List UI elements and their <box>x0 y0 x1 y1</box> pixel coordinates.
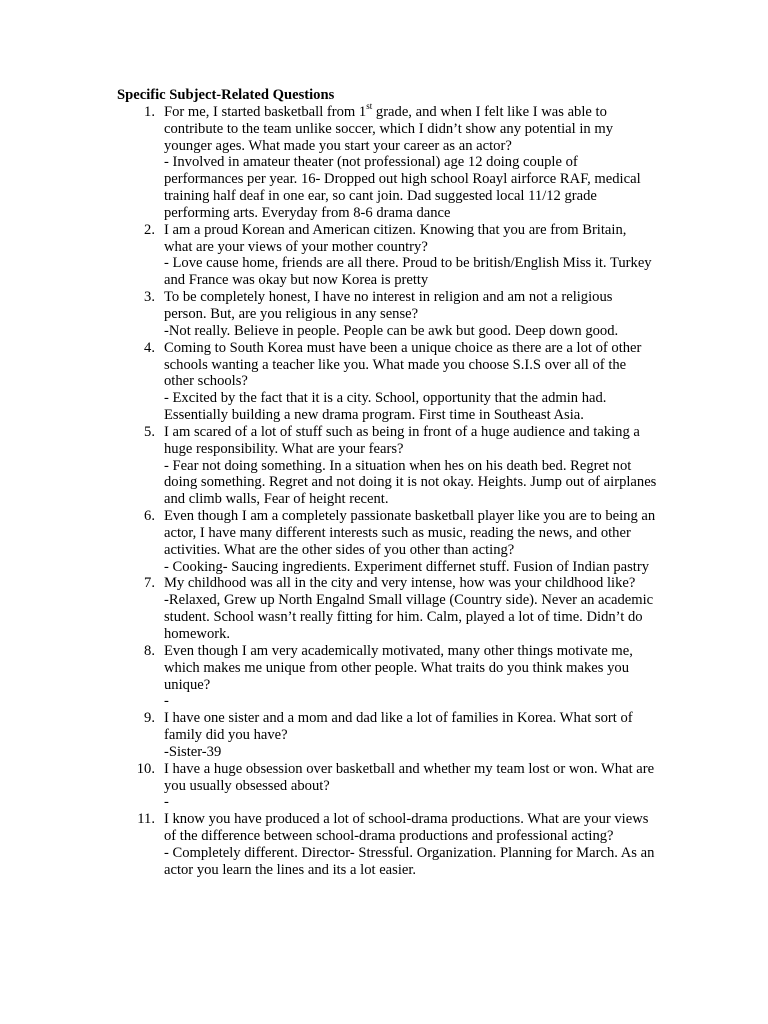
question-item-11 <box>117 811 657 878</box>
question-text: I am scared of a lot of stuff such as being in front of a huge audience and taking a huge responsibility. What are your fears? <box>164 423 640 457</box>
answer-text: - <box>164 693 169 710</box>
question-number: 9. <box>144 710 155 727</box>
answer-text: - Involved in amateur theater (not professional) age 12 doing couple of performances per year. 16- Dropped out high school Roayl airforce RAF, medical training half deaf in one ear, so cant join. Dad suggested local 11/12 grade performing arts. Everyday from 8-6 drama dance <box>164 154 641 221</box>
question-text-end: grade, and when I felt like I was able to contribute to the team unlike soccer, which I didn’t show any potential in my younger ages. What made you start your career as an actor? <box>164 103 614 154</box>
question-text <box>164 100 657 155</box>
question-number: 10. <box>136 760 155 777</box>
question-item-5 <box>117 424 657 508</box>
answer-text: -Relaxed, Grew up North Engalnd Small village (Country side). Never an academic student. School wasn’t really fitting for him. Calm, played a lot of time. Didn’t do homework. <box>164 592 654 642</box>
question-item-1 <box>117 100 657 222</box>
question-text: Even though I am very academically motivated, many other things motivate me, which makes me unique from other people. What traits do you think makes you unique? <box>164 642 633 693</box>
question-text-start: For me, I started basketball from 1 <box>164 103 367 120</box>
question-text: Coming to South Korea must have been a unique choice as there are a lot of other schools wanting a teacher like you. What made you choose S.I.S over all of the other schools? <box>164 339 642 390</box>
question-item-6 <box>117 508 657 575</box>
question-text: I have one sister and a mom and dad like a lot of families in Korea. What sort of family did you have? <box>164 710 633 744</box>
question-text: I am a proud Korean and American citizen. Knowing that you are from Britain, what are your views of your mother country? <box>164 221 627 255</box>
question-item-4 <box>117 340 657 424</box>
answer-text: - <box>164 794 169 811</box>
question-text: My childhood was all in the city and very intense, how was your childhood like? <box>164 575 636 592</box>
question-number: 5. <box>144 423 155 440</box>
question-item-3 <box>117 289 657 340</box>
section-heading: Specific Subject-Related Questions <box>117 87 335 103</box>
question-list <box>117 100 657 879</box>
question-number: 7. <box>144 575 155 592</box>
question-number: 3. <box>144 289 155 306</box>
answer-text: - Cooking- Saucing ingredients. Experiment differnet stuff. Fusion of Indian pastry <box>164 558 650 575</box>
question-number: 4. <box>144 339 155 356</box>
question-text: I have a huge obsession over basketball and whether my team lost or won. What are you usually obsessed about? <box>164 760 655 794</box>
question-item-9 <box>117 710 657 761</box>
answer-text: - Fear not doing something. In a situation when hes on his death bed. Regret not doing something. Regret and not doing it is not okay. Heights. Jump out of airplanes and climb walls, Fear of height recent. <box>164 457 657 508</box>
question-number: 6. <box>144 508 155 525</box>
question-item-10 <box>117 761 657 812</box>
answer-text: -Sister-39 <box>164 743 222 760</box>
question-number: 2. <box>144 221 155 238</box>
question-number: 11. <box>137 811 155 828</box>
question-number: 8. <box>144 642 155 659</box>
answer-text: - Love cause home, friends are all there. Proud to be british/English Miss it. Turkey and France was okay but now Korea is pretty <box>164 255 652 289</box>
question-text: To be completely honest, I have no interest in religion and am not a religious person. But, are you religious in any sense? <box>164 289 613 322</box>
ordinal-suffix: st <box>366 100 373 111</box>
question-item-8 <box>117 643 657 710</box>
answer-text: - Excited by the fact that it is a city. School, opportunity that the admin had. Essentially building a new drama program. First time in Southeast Asia. <box>164 390 607 424</box>
answer-text: -Not really. Believe in people. People can be awk but good. Deep down good. <box>164 322 619 339</box>
question-number: 1. <box>144 103 155 120</box>
question-text: I know you have produced a lot of school-drama productions. What are your views of the difference between school-drama productions and professional acting? <box>164 811 649 845</box>
question-item-7 <box>117 575 657 642</box>
document-content <box>117 87 657 879</box>
answer-text: - Completely different. Director- Stressful. Organization. Planning for March. As an actor you learn the lines and its a lot easier. <box>164 844 655 878</box>
question-item-2 <box>117 222 657 289</box>
question-text: Even though I am a completely passionate basketball player like you are to being an actor, I have many different interests such as music, reading the news, and other activities. What are the other sides of you other than acting? <box>164 508 656 558</box>
